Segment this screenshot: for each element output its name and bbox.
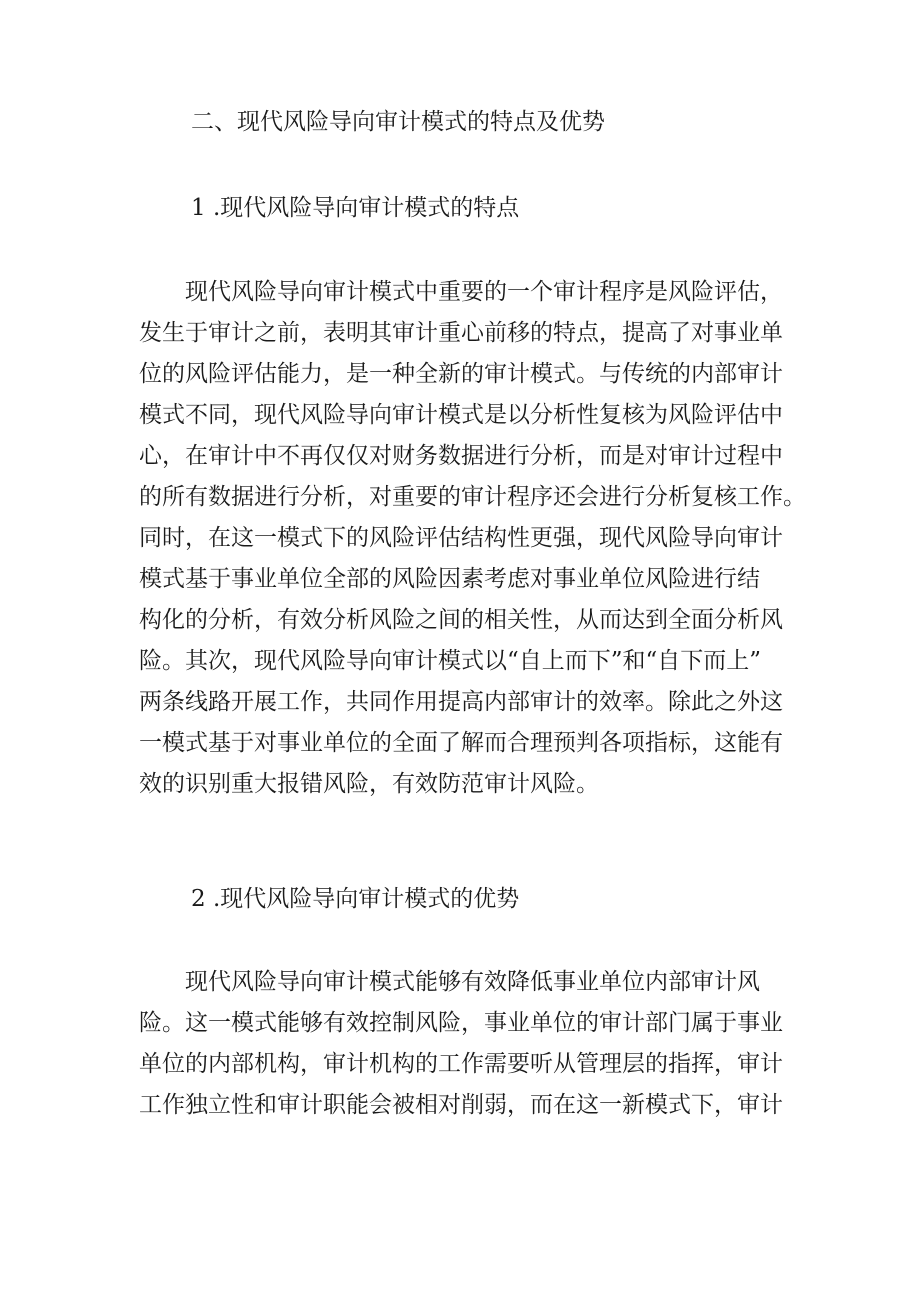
paragraph-line: 一模式基于对事业单位的全面了解而合理预判各项指标，这能有 [139,730,783,756]
paragraph-line: 心，在审计中不再仅仅对财务数据进行分析，而是对审计过程中 [139,443,783,469]
paragraph-line: 单位的内部机构，审计机构的工作需要听从管理层的指挥，审计 [139,1051,783,1077]
paragraph-line: 模式基于事业单位全部的风险因素考虑对事业单位风险进行结 [139,566,760,592]
paragraph-line: 模式不同，现代风险导向审计模式是以分析性复核为风险评估中 [139,402,783,428]
paragraph-line: 发生于审计之前，表明其审计重心前移的特点，提高了对事业单 [139,320,783,346]
paragraph-line: 同时，在这一模式下的风险评估结构性更强，现代风险导向审计 [139,525,783,551]
subsection-1-paragraph [139,272,806,805]
paragraph-line: 效的识别重大报错风险，有效防范审计风险。 [139,771,599,797]
paragraph-line: 现代风险导向审计模式能够有效降低事业单位内部审计风 [139,969,760,995]
paragraph-line: 现代风险导向审计模式中重要的一个审计程序是风险评估， [139,279,783,305]
paragraph-line: 位的风险评估能力，是一种全新的审计模式。与传统的内部审计 [139,361,783,387]
paragraph-line: 构化的分析，有效分析风险之间的相关性，从而达到全面分析风 [139,607,783,633]
paragraph-line: 的所有数据进行分析，对重要的审计程序还会进行分析复核工作。 [139,484,806,510]
paragraph-line: 两条线路开展工作，共同作用提高内部审计的效率。除此之外这 [139,689,783,715]
section-heading: 二、现代风险导向审计模式的特点及优势 [191,109,605,135]
subsection-2-paragraph [139,962,799,1126]
paragraph-line: 工作独立性和审计职能会被相对削弱，而在这一新模式下，审计 [139,1092,783,1118]
paragraph-line: 险。其次，现代风险导向审计模式以“自上而下”和“自下而上” [139,648,762,674]
paragraph-line: 险。这一模式能够有效控制风险，事业单位的审计部门属于事业 [139,1010,783,1036]
subsection-1-title: 1 .现代风险导向审计模式的特点 [191,195,520,221]
subsection-2-title: 2 .现代风险导向审计模式的优势 [191,886,520,912]
